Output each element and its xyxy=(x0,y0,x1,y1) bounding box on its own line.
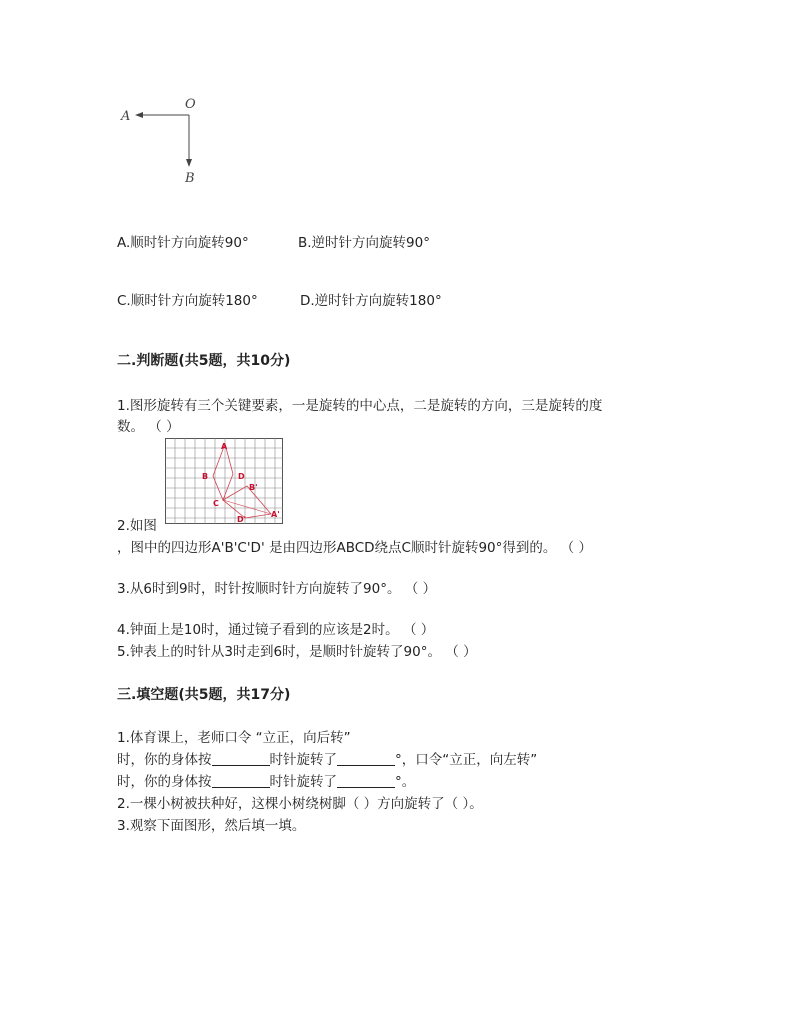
blank-direction-2[interactable] xyxy=(212,773,270,788)
grid-label-d: D xyxy=(238,472,245,481)
q2-text: ，图中的四边形A'B'C'D' 是由四边形ABCD绕点C顺时针旋转90°得到的。 （ ） xyxy=(117,540,592,556)
choice-a: A.顺时针方向旋转90° xyxy=(117,235,249,251)
choice-b: B.逆时针方向旋转90° xyxy=(298,235,430,251)
f1-line2-c: °，口令“立正，向左转” xyxy=(395,752,538,768)
f1-line3-b: 时针旋转了 xyxy=(269,774,337,790)
f1-line3-c: °。 xyxy=(395,774,416,790)
q5-text: 5.钟表上的时针从3时走到6时，是顺时针旋转了90°。 （ ） xyxy=(117,644,477,660)
section-2-title: 二.判断题(共5题，共10分) xyxy=(117,353,291,369)
grid-label-d-prime: D' xyxy=(237,515,247,524)
rotation-figure xyxy=(115,95,215,190)
q3-text: 3.从6时到9时，时针按顺时针方向旋转了90°。 （ ） xyxy=(117,581,437,597)
blank-degree-1[interactable] xyxy=(337,751,395,766)
q1-line1: 1.图形旋转有三个关键要素，一是旋转的中心点，二是旋转的方向，三是旋转的度 xyxy=(117,398,603,414)
f1-line1: 1.体育课上，老师口令 “立正，向后转” xyxy=(117,730,351,746)
section-3-title: 三.填空题(共5题，共17分) xyxy=(117,687,291,703)
label-b: B xyxy=(185,171,195,186)
q1-line2: 数。 （ ） xyxy=(117,419,180,435)
grid-figure xyxy=(165,438,283,524)
f2-text: 2.一棵小树被扶种好，这棵小树绕树脚（ ）方向旋转了（ ）。 xyxy=(117,796,483,812)
choice-d: D.逆时针方向旋转180° xyxy=(300,293,442,309)
grid-label-a-prime: A' xyxy=(271,510,280,519)
f1-line2-a: 时，你的身体按 xyxy=(117,752,212,768)
f3-text: 3.观察下面图形，然后填一填。 xyxy=(117,818,306,834)
f1-line2 xyxy=(117,748,537,768)
blank-degree-2[interactable] xyxy=(337,773,395,788)
grid-label-b: B xyxy=(202,472,209,481)
q4-text: 4.钟面上是10时，通过镜子看到的应该是2时。 （ ） xyxy=(117,622,435,638)
label-o: O xyxy=(185,97,196,112)
blank-direction-1[interactable] xyxy=(212,751,270,766)
grid-label-a: A xyxy=(221,442,228,451)
f1-line2-b: 时针旋转了 xyxy=(269,752,337,768)
f1-line3 xyxy=(117,770,415,790)
label-a: A xyxy=(121,109,131,124)
arrowhead-b xyxy=(186,159,192,167)
q2-prefix: 2.如图 xyxy=(117,518,157,534)
grid-label-c: C xyxy=(213,499,219,508)
arrowhead-a xyxy=(135,112,143,118)
grid-label-b-prime: B' xyxy=(249,483,258,492)
choice-c: C.顺时针方向旋转180° xyxy=(117,293,258,309)
f1-line3-a: 时，你的身体按 xyxy=(117,774,212,790)
